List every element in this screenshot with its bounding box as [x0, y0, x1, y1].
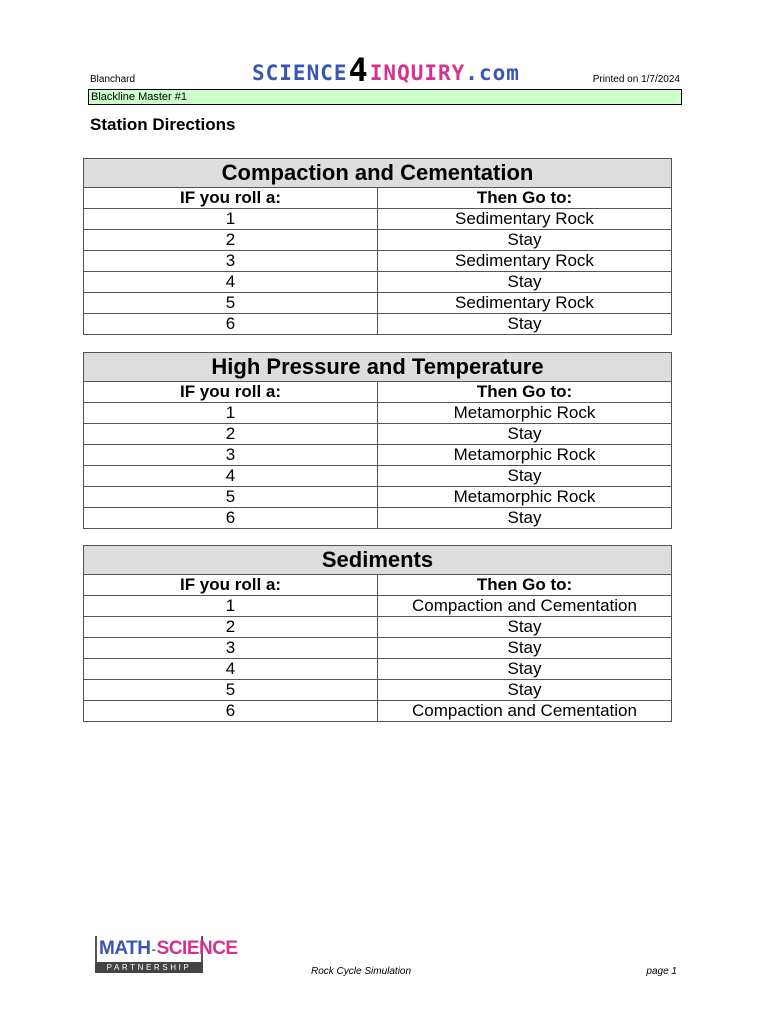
table-row — [84, 314, 672, 335]
roll-value: 1 — [84, 209, 378, 230]
column-header-goto: Then Go to: — [378, 188, 672, 209]
table-row — [84, 659, 672, 680]
table-row — [84, 701, 672, 722]
table-row — [84, 596, 672, 617]
station-table-high-pressure — [83, 352, 672, 529]
destination: Stay — [378, 680, 672, 701]
table-row — [84, 466, 672, 487]
science4inquiry-logo: SCIENCE 4 INQUIRY .com — [252, 51, 520, 89]
table-row — [84, 508, 672, 529]
table-row — [84, 230, 672, 251]
destination: Metamorphic Rock — [378, 445, 672, 466]
table-row — [84, 272, 672, 293]
column-header-roll: IF you roll a: — [84, 382, 378, 403]
roll-value: 5 — [84, 487, 378, 508]
destination: Compaction and Cementation — [378, 596, 672, 617]
table-row — [84, 424, 672, 445]
roll-value: 2 — [84, 230, 378, 251]
destination: Stay — [378, 466, 672, 487]
table-row — [84, 445, 672, 466]
page-number: page 1 — [646, 966, 677, 977]
roll-value: 2 — [84, 617, 378, 638]
destination: Stay — [378, 508, 672, 529]
column-header-goto: Then Go to: — [378, 382, 672, 403]
roll-value: 4 — [84, 659, 378, 680]
destination: Stay — [378, 314, 672, 335]
roll-value: 3 — [84, 251, 378, 272]
roll-value: 5 — [84, 680, 378, 701]
roll-value: 4 — [84, 272, 378, 293]
roll-value: 4 — [84, 466, 378, 487]
table-row — [84, 638, 672, 659]
column-header-roll: IF you roll a: — [84, 188, 378, 209]
roll-value: 5 — [84, 293, 378, 314]
roll-value: 3 — [84, 445, 378, 466]
roll-value: 2 — [84, 424, 378, 445]
author-name: Blanchard — [90, 74, 136, 85]
roll-value: 6 — [84, 508, 378, 529]
table-row — [84, 403, 672, 424]
column-header-roll: IF you roll a: — [84, 575, 378, 596]
blackline-master-banner: Blackline Master #1 — [88, 89, 682, 105]
footer-title: Rock Cycle Simulation — [311, 966, 412, 977]
table-row — [84, 209, 672, 230]
destination: Stay — [378, 659, 672, 680]
station-table-sediments — [83, 545, 672, 722]
destination: Sedimentary Rock — [378, 293, 672, 314]
table-title: Compaction and Cementation — [84, 159, 672, 188]
destination: Stay — [378, 617, 672, 638]
table-row — [84, 680, 672, 701]
printed-date: Printed on 1/7/2024 — [592, 74, 680, 85]
roll-value: 6 — [84, 314, 378, 335]
destination: Stay — [378, 272, 672, 293]
destination: Sedimentary Rock — [378, 209, 672, 230]
roll-value: 1 — [84, 596, 378, 617]
destination: Metamorphic Rock — [378, 403, 672, 424]
math-science-partnership-logo: MATH - SCIENCE PARTNERSHIP — [95, 936, 203, 973]
table-title: High Pressure and Temperature — [84, 353, 672, 382]
destination: Stay — [378, 638, 672, 659]
table-title: Sediments — [84, 546, 672, 575]
page-title: Station Directions — [90, 115, 236, 134]
roll-value: 1 — [84, 403, 378, 424]
roll-value: 6 — [84, 701, 378, 722]
table-row — [84, 487, 672, 508]
destination: Sedimentary Rock — [378, 251, 672, 272]
destination: Compaction and Cementation — [378, 701, 672, 722]
roll-value: 3 — [84, 638, 378, 659]
station-table-compaction — [83, 158, 672, 335]
column-header-goto: Then Go to: — [378, 575, 672, 596]
table-row — [84, 293, 672, 314]
destination: Metamorphic Rock — [378, 487, 672, 508]
table-row — [84, 251, 672, 272]
destination: Stay — [378, 230, 672, 251]
destination: Stay — [378, 424, 672, 445]
table-row — [84, 617, 672, 638]
